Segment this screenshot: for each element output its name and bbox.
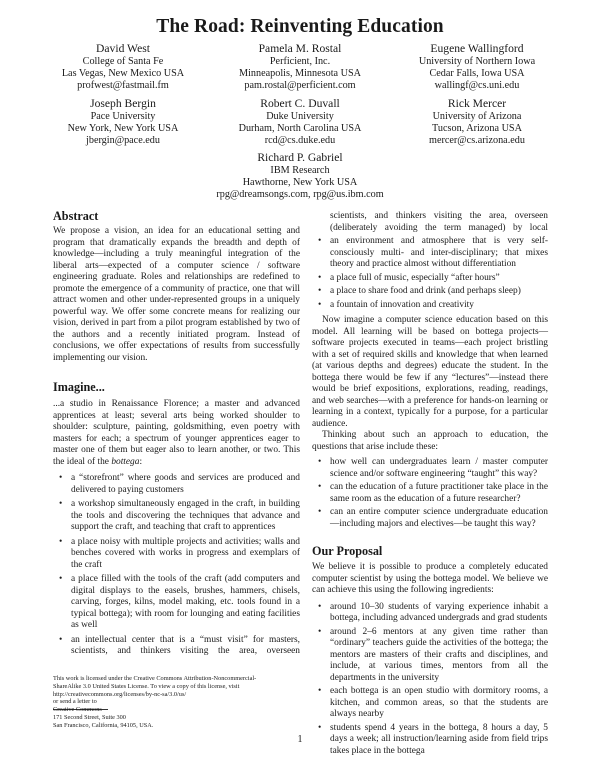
list-item bbox=[53, 635, 300, 658]
author-block bbox=[205, 42, 395, 93]
continued-text: scientists, and thinkers visiting the area, overseen (deliberately avoiding the term managed) by local bbox=[330, 211, 548, 233]
author-email: rcd@cs.duke.edu bbox=[264, 135, 336, 147]
bullet-mark: • bbox=[318, 457, 322, 467]
imagine-paragraph: Now imagine a computer science education based on this model. All learning will be based on bottega projects—software projects executed in teams—each project bristling with a set of required skills and knowledge that when learned (at various depths and degrees) educate the student. In the bottega there would be few if any “lectures”—instead there would be brief expositions, explorations, reading, readings, and web searches—with a preference for hands-on learning or learning in a context, typically for a purpose, for a particular audience. bbox=[312, 315, 548, 429]
author-block bbox=[205, 97, 395, 148]
license-line: or send a letter to bbox=[53, 698, 97, 706]
bullet-mark: • bbox=[318, 482, 322, 492]
author-location: Las Vegas, New Mexico USA bbox=[61, 67, 185, 79]
author-email: profwest@fastmail.fm bbox=[77, 80, 169, 92]
bottega-list-continued bbox=[312, 236, 548, 311]
author-location: Tucson, Arizona USA bbox=[432, 122, 522, 134]
author-block bbox=[28, 97, 218, 148]
imagine-intro-colon: : bbox=[139, 456, 143, 467]
license-line: This work is licensed under the Creative Commons Attribution-Noncommercial- bbox=[53, 675, 257, 682]
list-item-text: a place full of music, especially “after hours” bbox=[330, 272, 500, 283]
proposal-heading: Our Proposal bbox=[312, 544, 383, 558]
author-email: jbergin@pace.edu bbox=[86, 135, 160, 147]
list-item bbox=[53, 574, 300, 632]
author-block bbox=[382, 97, 572, 148]
author-email: wallingf@cs.uni.edu bbox=[434, 80, 520, 92]
author-affiliation: Duke University bbox=[266, 110, 334, 122]
author-location: Durham, North Carolina USA bbox=[238, 122, 362, 134]
author-location: Cedar Falls, Iowa USA bbox=[429, 67, 525, 79]
author-name: Joseph Bergin bbox=[90, 97, 156, 110]
bullet-mark: • bbox=[318, 626, 322, 637]
questions-list bbox=[312, 457, 548, 530]
list-item bbox=[312, 286, 548, 298]
abstract-heading: Abstract bbox=[53, 209, 99, 223]
bottega-term: bottega bbox=[111, 456, 140, 467]
list-item bbox=[312, 457, 548, 480]
license-line: ShareAlike 3.0 United States License. To view a copy of this license, visit bbox=[53, 682, 240, 690]
bullet-mark: • bbox=[59, 473, 63, 483]
author-name: David West bbox=[96, 42, 150, 55]
license-note bbox=[53, 675, 303, 730]
author-email: mercer@cs.arizona.edu bbox=[429, 135, 525, 147]
list-item-text: how well can undergraduates learn / master computer science and/or software engineering “taught” this way? bbox=[330, 457, 548, 479]
list-item-text: an environment and atmosphere that is very self-consciously multi- and inter-disciplinary; that mixes theory and practice almost without differentiation bbox=[330, 236, 548, 269]
bullet-mark: • bbox=[59, 634, 63, 645]
author-block bbox=[165, 151, 435, 202]
author-affiliation: Pace University bbox=[90, 110, 156, 122]
imagine-intro-text: ...a studio in Renaissance Florence; a master and advanced apprentices at least; several arts being worked shoulder to shoulder: sculpture, painting, goldsmithing, even poetry with masters for each; a spectrum of younger apprentices eager to master one of them but eager also to learn another, or two. This the ideal of the bbox=[53, 399, 300, 467]
list-item bbox=[312, 482, 548, 505]
list-item-text: an intellectual center that is a “must visit” for masters, scientists, and thinkers visiting the area, overseen bbox=[71, 634, 300, 656]
abstract-text: We propose a vision, an idea for an educational setting and program that dramatically expands the breadth and depth of knowledge—including a truly meaningful integration of the liberal arts—expected of a computer science / software engineering graduate. Roles and relationships are redefined to promote the emergence of a community of practice, one that will attract women and other under-represented groups in a uniquely powerful way. We offer some concrete means for realizing our vision, derived in part from a pilot program established by two of the authors and a recently initiated program. Instead of conclusions, we offer expectations of results from successfully implementing our vision. bbox=[53, 226, 300, 363]
license-line: Creative Commons bbox=[53, 706, 102, 714]
list-item-text: a place filled with the tools of the craft (add computers and digital displays to the easels, brushes, hammers, chisels, carving, forges, kilns, model making, etc. tools found in a typical bottega); with room for lounging and eating facilities as well bbox=[71, 574, 300, 630]
author-location: Hawthorne, New York USA bbox=[242, 176, 358, 188]
list-item bbox=[53, 499, 300, 534]
list-item bbox=[53, 537, 300, 572]
paper-title: The Road: Reinventing Education bbox=[156, 16, 444, 37]
list-item bbox=[312, 236, 548, 271]
author-name: Eugene Wallingford bbox=[430, 42, 524, 55]
author-name: Robert C. Duvall bbox=[260, 97, 340, 110]
list-item bbox=[312, 686, 548, 721]
author-block bbox=[28, 42, 218, 93]
bullet-mark: • bbox=[318, 299, 322, 310]
author-email: pam.rostal@perficient.com bbox=[244, 80, 356, 92]
license-line: http://creativecommons.org/licenses/by-nc-sa/3.0/us/ bbox=[53, 690, 187, 698]
author-affiliation: College of Santa Fe bbox=[82, 55, 164, 67]
continued-bullet-text bbox=[312, 211, 548, 234]
author-name: Richard P. Gabriel bbox=[257, 151, 343, 164]
list-item-text: a fountain of innovation and creativity bbox=[330, 299, 474, 310]
bullet-mark: • bbox=[318, 286, 322, 296]
imagine-heading: Imagine... bbox=[53, 380, 105, 394]
list-item-text: around 10–30 students of varying experience inhabit a bottega, including advanced undergrads and grad students bbox=[330, 601, 548, 623]
page-number: 1 bbox=[297, 734, 303, 745]
list-item bbox=[312, 300, 548, 312]
bullet-mark: • bbox=[318, 272, 322, 283]
list-item bbox=[53, 473, 300, 496]
list-item-text: a place noisy with multiple projects and activities; walls and benches covered with works in progress and exemplars of the craft bbox=[71, 536, 300, 570]
right-column bbox=[312, 211, 548, 757]
list-item-text: can an entire computer science undergraduate education—including majors and electives—be taught this way? bbox=[330, 507, 548, 529]
list-item-text: a place to share food and drink (and perhaps sleep) bbox=[330, 286, 521, 296]
author-location: New York, New York USA bbox=[67, 122, 179, 134]
license-line: 171 Second Street, Suite 300 bbox=[53, 713, 126, 721]
list-item bbox=[312, 507, 548, 530]
author-affiliation: IBM Research bbox=[270, 164, 330, 176]
bullet-mark: • bbox=[318, 601, 322, 612]
imagine-intro bbox=[53, 399, 300, 468]
author-affiliation: University of Northern Iowa bbox=[418, 55, 536, 67]
list-item-text: students spend 4 years in the bottega, 8 hours a day, 5 days a week; all instruction/learning aside from field trips takes place in the bottega bbox=[330, 722, 548, 756]
author-block bbox=[382, 42, 572, 93]
imagine-paragraph: Thinking about such an approach to education, the questions that arise include these: bbox=[312, 430, 548, 452]
list-item-text: can the education of a future practitioner take place in the same room as the education of a future researcher? bbox=[330, 482, 548, 504]
author-affiliation: University of Arizona bbox=[432, 110, 522, 122]
left-column bbox=[53, 209, 300, 658]
list-item bbox=[312, 273, 548, 285]
bullet-mark: • bbox=[318, 236, 322, 246]
bullet-mark: • bbox=[59, 574, 63, 584]
list-item bbox=[312, 602, 548, 625]
license-line: San Francisco, California, 94105, USA. bbox=[53, 721, 154, 729]
author-name: Pamela M. Rostal bbox=[258, 42, 342, 55]
author-name: Rick Mercer bbox=[447, 97, 507, 110]
bullet-mark: • bbox=[318, 722, 322, 733]
author-location: Minneapolis, Minnesota USA bbox=[239, 67, 361, 79]
bullet-mark: • bbox=[318, 686, 322, 696]
list-item-text: each bottega is an open studio with dormitory rooms, a kitchen, and common areas, so that the students are always nearby bbox=[330, 686, 548, 719]
list-item-text: a workshop simultaneously engaged in the craft, in building the tools and discovering the techniques that advance and support the craft, and teaching that craft to apprentices bbox=[71, 499, 300, 532]
bullet-mark: • bbox=[59, 536, 63, 547]
author-email: rpg@dreamsongs.com, rpg@us.ibm.com bbox=[216, 189, 384, 201]
bullet-mark: • bbox=[59, 499, 63, 509]
list-item-text: around 2–6 mentors at any given time rather than “ordinary” teachers guide the activities of the bottega; the mentors are masters of their crafts and disciplines, and include, at various times, mentors from all the departments in the university bbox=[330, 626, 548, 683]
bottega-list bbox=[53, 473, 300, 658]
list-item bbox=[312, 627, 548, 685]
author-affiliation: Perficient, Inc. bbox=[269, 55, 331, 67]
proposal-intro: We believe it is possible to produce a completely educated computer scientist by using the bottega model. We believe we can achieve this using the following ingredients: bbox=[312, 562, 548, 595]
bullet-mark: • bbox=[318, 507, 322, 517]
list-item-text: a “storefront” where goods and services are produced and delivered to paying customers bbox=[71, 473, 300, 495]
